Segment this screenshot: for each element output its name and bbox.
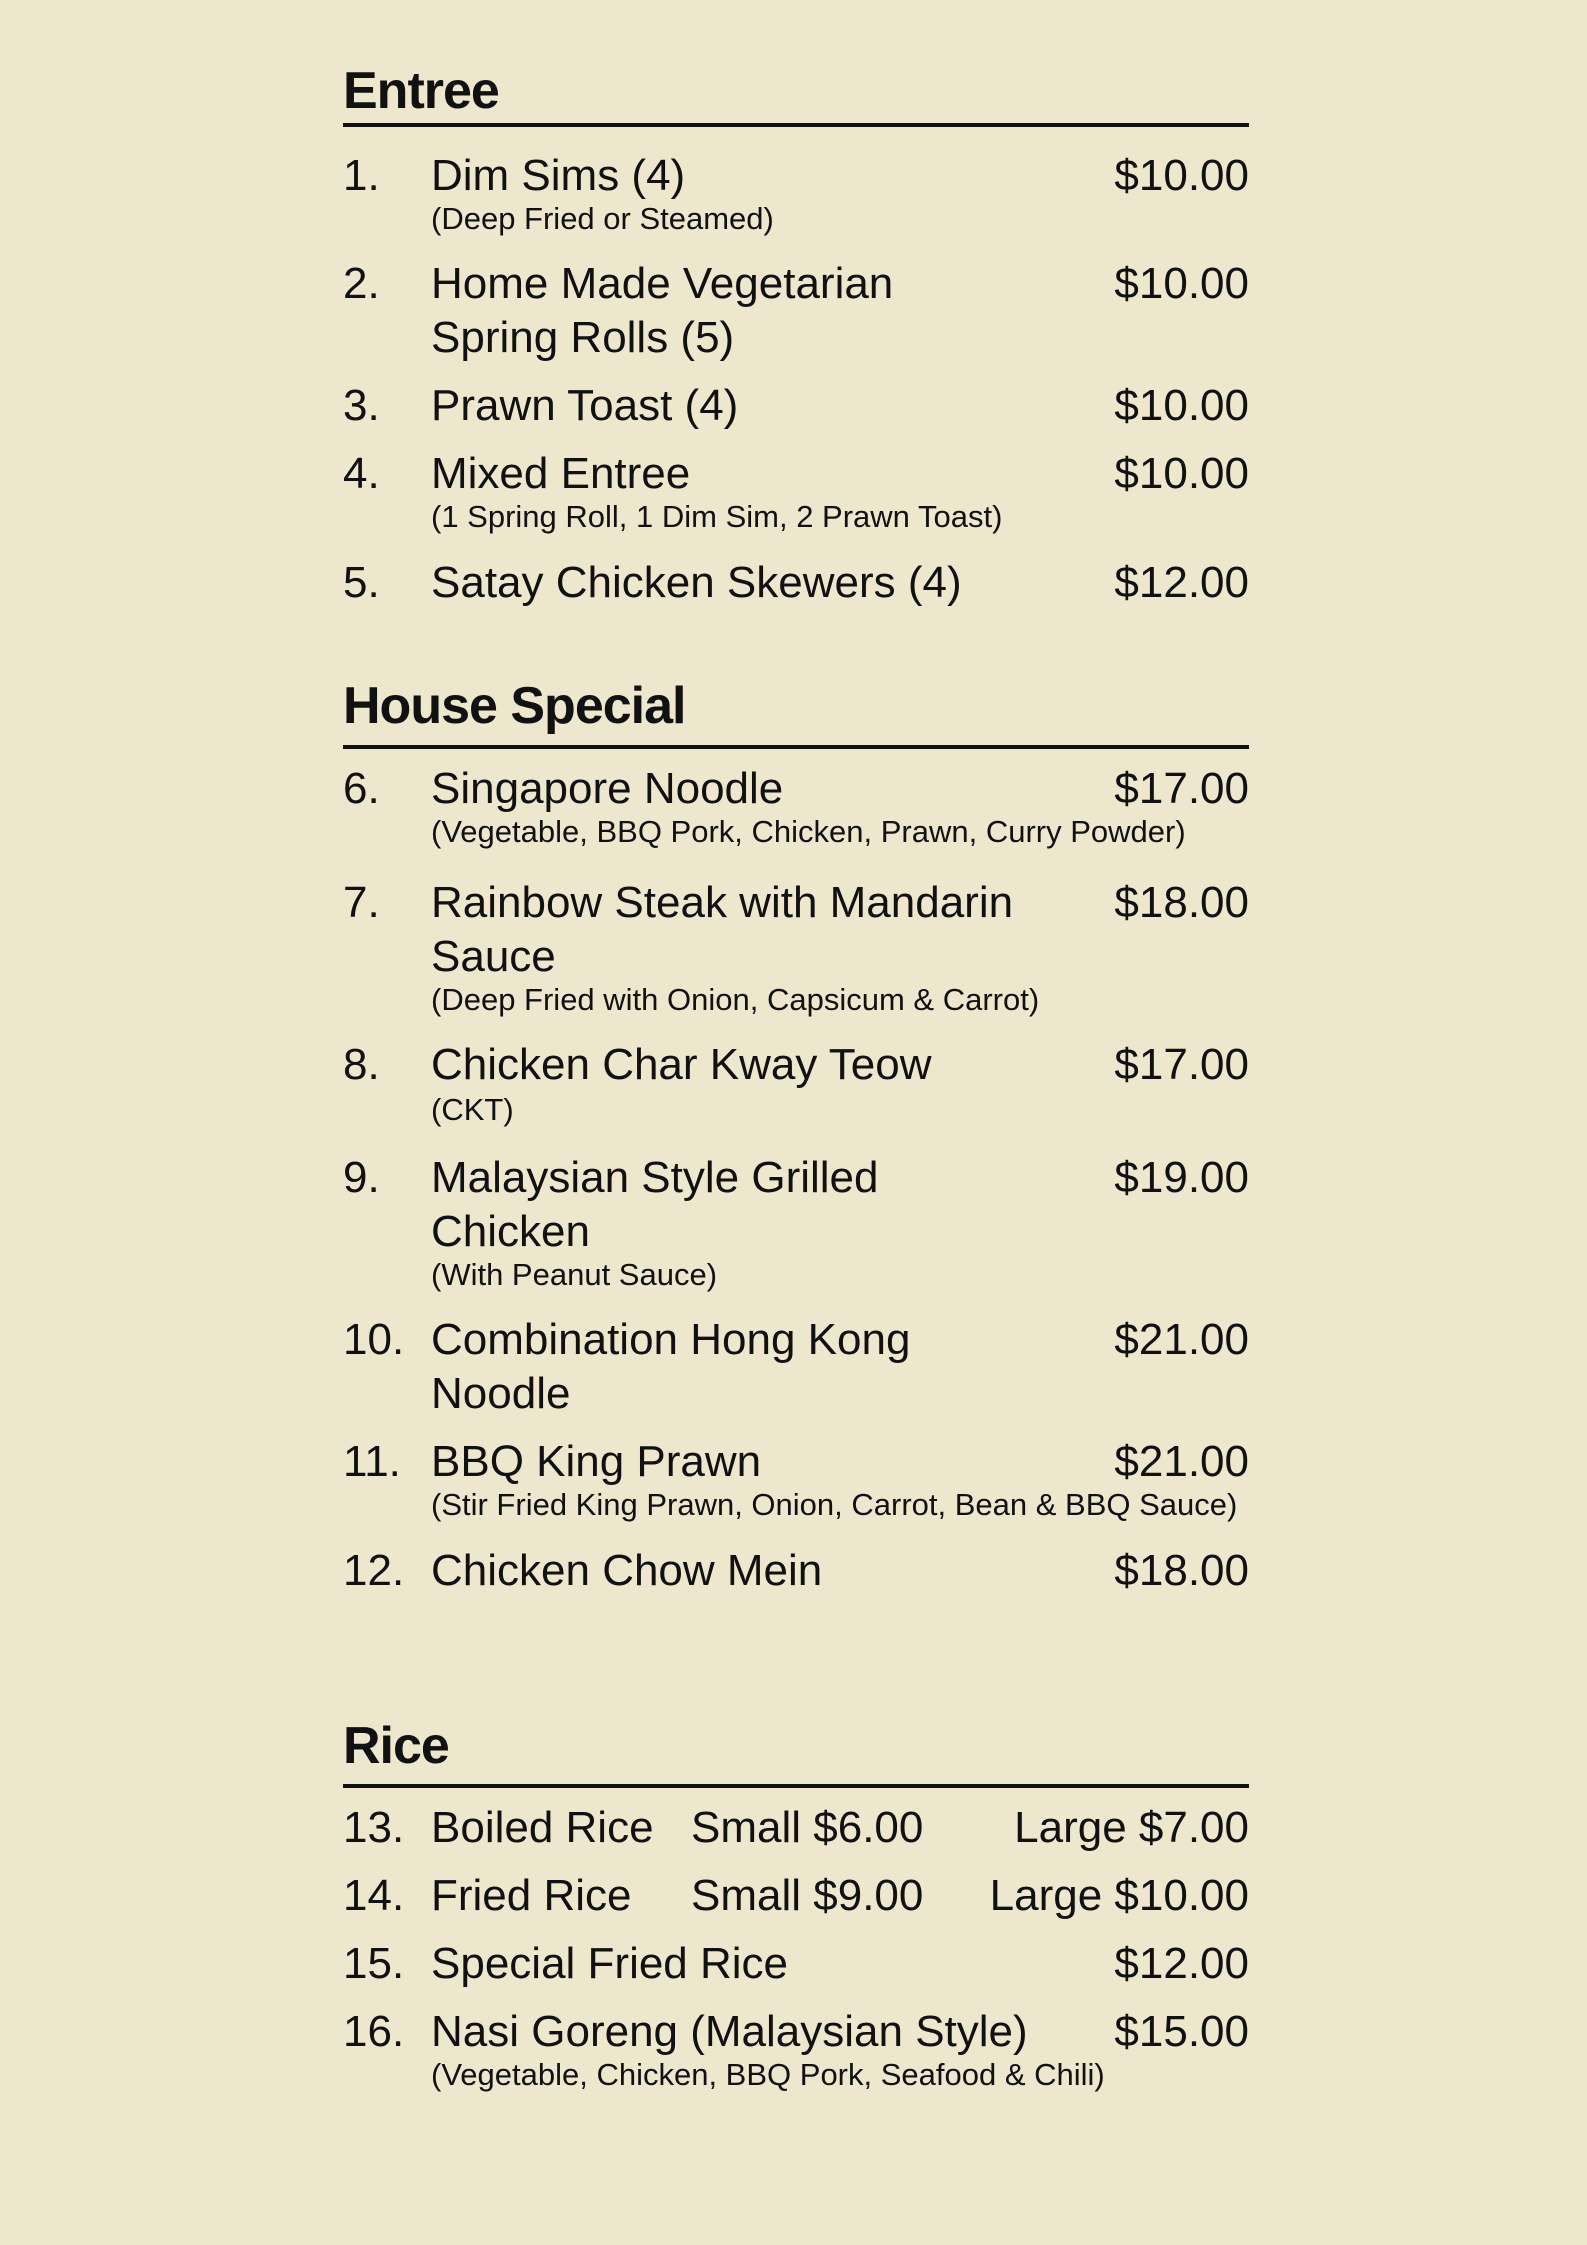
item-name: Chicken Char Kway Teow — [431, 1040, 932, 1089]
item-price: $19.00 — [1114, 1153, 1249, 1202]
item-description: (CKT) — [431, 1092, 514, 1127]
item-description: (With Peanut Sauce) — [431, 1257, 718, 1292]
item-price: $21.00 — [1114, 1315, 1249, 1364]
item-number: 11. — [343, 1437, 401, 1486]
item-price: $17.00 — [1114, 1040, 1249, 1089]
item-name: Chicken Chow Mein — [431, 1546, 823, 1595]
item-number: 4. — [343, 449, 380, 498]
item-name: BBQ King Prawn — [431, 1437, 762, 1486]
section-divider — [343, 1784, 1249, 1788]
item-price: $21.00 — [1114, 1437, 1249, 1486]
item-name: Nasi Goreng (Malaysian Style) — [431, 2007, 1028, 2056]
item-number: 14. — [343, 1871, 405, 1920]
item-price-large: Large $10.00 — [989, 1871, 1249, 1920]
item-price: $12.00 — [1114, 558, 1249, 607]
item-number: 12. — [343, 1546, 405, 1595]
item-description: (1 Spring Roll, 1 Dim Sim, 2 Prawn Toast) — [431, 499, 1003, 534]
item-name: Boiled Rice — [431, 1803, 654, 1852]
item-name: Singapore Noodle — [431, 764, 784, 813]
item-number: 8. — [343, 1040, 380, 1089]
section-title-rice: Rice — [343, 1717, 449, 1775]
item-price: $17.00 — [1114, 764, 1249, 813]
item-number: 9. — [343, 1153, 380, 1202]
item-name: Prawn Toast (4) — [431, 381, 739, 430]
item-price: $10.00 — [1114, 259, 1249, 308]
item-number: 6. — [343, 764, 380, 813]
item-number: 2. — [343, 259, 380, 308]
item-description: (Deep Fried or Steamed) — [431, 201, 774, 236]
item-number: 1. — [343, 151, 380, 200]
item-number: 5. — [343, 558, 380, 607]
item-name: Malaysian Style Grilled Chicken — [431, 1153, 879, 1256]
item-name: Special Fried Rice — [431, 1939, 789, 1988]
item-description: (Stir Fried King Prawn, Onion, Carrot, Bean & BBQ Sauce) — [431, 1487, 1238, 1522]
item-number: 13. — [343, 1803, 405, 1852]
item-number: 15. — [343, 1939, 405, 1988]
item-price: $10.00 — [1114, 381, 1249, 430]
item-price: $10.00 — [1114, 449, 1249, 498]
item-name: Satay Chicken Skewers (4) — [431, 558, 962, 607]
item-description: (Vegetable, Chicken, BBQ Pork, Seafood & Chili) — [431, 2057, 1105, 2092]
item-price: $15.00 — [1114, 2007, 1249, 2056]
item-price-large: Large $7.00 — [1014, 1803, 1249, 1852]
item-price: $18.00 — [1114, 878, 1249, 927]
item-description: (Vegetable, BBQ Pork, Chicken, Prawn, Curry Powder) — [431, 814, 1186, 849]
item-number: 7. — [343, 878, 380, 927]
item-number: 3. — [343, 381, 380, 430]
item-number: 16. — [343, 2007, 405, 2056]
item-price-small: Small $6.00 — [691, 1803, 924, 1852]
item-name: Mixed Entree — [431, 449, 691, 498]
section-divider — [343, 123, 1249, 127]
item-description: (Deep Fried with Onion, Capsicum & Carrot) — [431, 982, 1040, 1017]
section-divider — [343, 745, 1249, 749]
item-name: Dim Sims (4) — [431, 151, 686, 200]
item-price-small: Small $9.00 — [691, 1871, 924, 1920]
item-price: $10.00 — [1114, 151, 1249, 200]
item-price: $12.00 — [1114, 1939, 1249, 1988]
item-price: $18.00 — [1114, 1546, 1249, 1595]
section-title-entree: Entree — [343, 62, 499, 120]
item-name: Rainbow Steak with Mandarin Sauce — [431, 878, 1014, 981]
item-name: Combination Hong Kong Noodle — [431, 1315, 911, 1418]
item-name: Fried Rice — [431, 1871, 632, 1920]
section-title-house-special: House Special — [343, 677, 686, 735]
item-number: 10. — [343, 1315, 405, 1364]
item-name: Home Made Vegetarian Spring Rolls (5) — [431, 259, 894, 362]
